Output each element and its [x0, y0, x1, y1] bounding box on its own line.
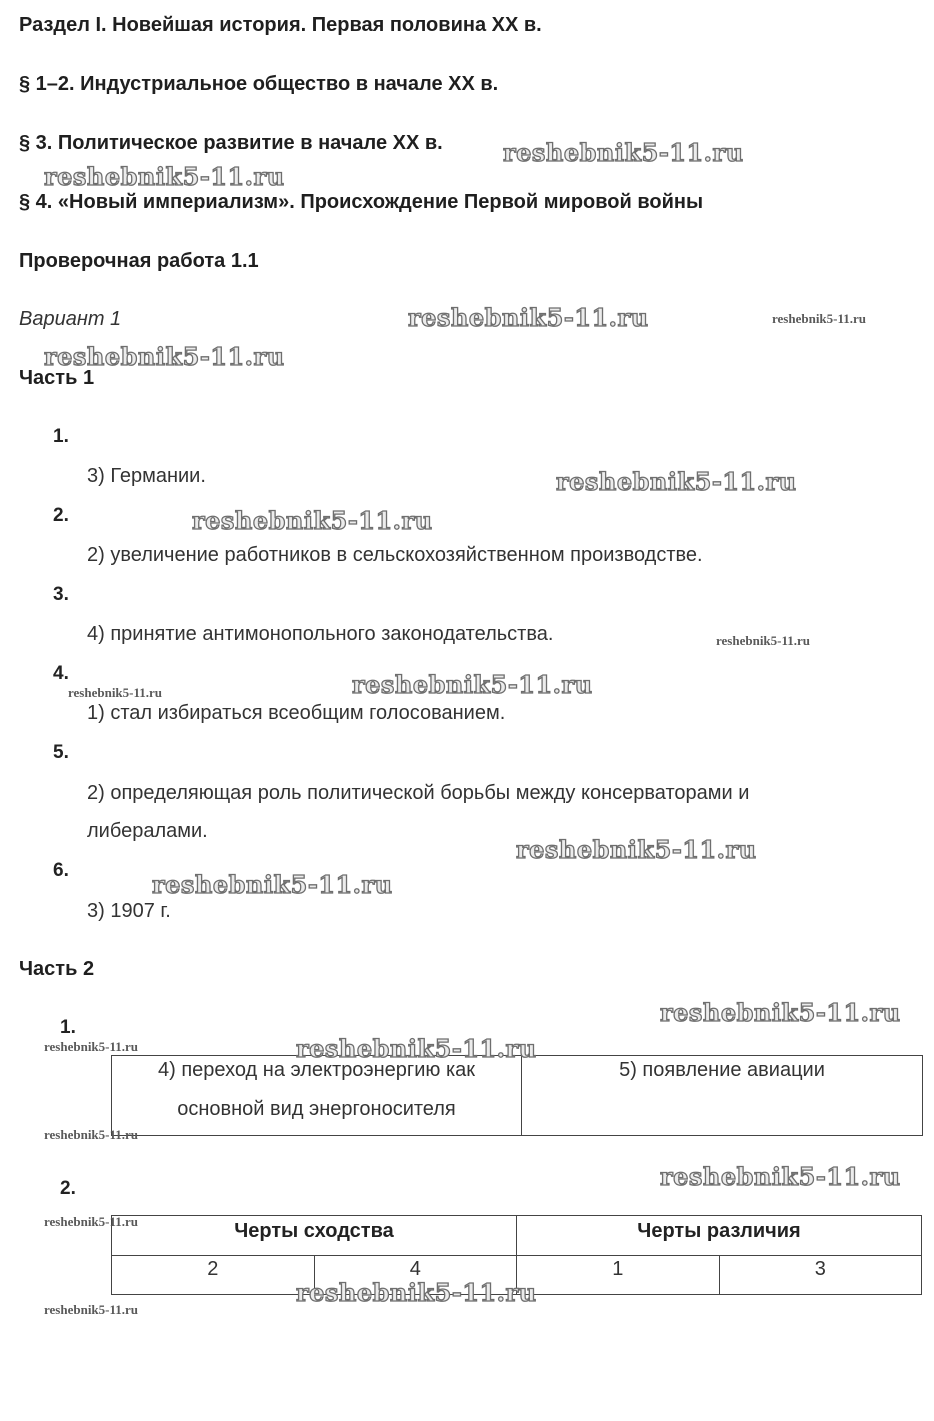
cell-line: основной вид энергоносителя [177, 1098, 456, 1120]
answer-text: 3) 1907 г. [87, 900, 171, 922]
watermark: reshebnik5-11.ru [556, 467, 797, 496]
table-cell [522, 1056, 923, 1136]
watermark: reshebnik5-11.ru [296, 1034, 537, 1063]
question-number: 6. [53, 860, 69, 881]
cell-line: 4) переход на электроэнергию как [157, 1059, 476, 1081]
answer-text: 2) определяющая роль политической борьбы между консерваторами и [87, 782, 750, 804]
answer-text: 2) увеличение работников в сельскохозяйственном производстве. [87, 544, 703, 566]
watermark: reshebnik5-11.ru [44, 1039, 139, 1054]
test-heading: Проверочная работа 1.1 [19, 250, 259, 272]
watermark: reshebnik5-11.ru [44, 1302, 139, 1317]
table-cell: 4 [314, 1256, 517, 1295]
watermark: reshebnik5-11.ru [44, 1127, 139, 1142]
watermark: reshebnik5-11.ru [772, 311, 867, 326]
question-number: 2. [53, 505, 69, 526]
question-number: 5. [53, 742, 69, 763]
question-number: 2. [60, 1178, 76, 1199]
watermark: reshebnik5-11.ru [44, 342, 285, 371]
watermark: reshebnik5-11.ru [44, 162, 285, 191]
watermark: reshebnik5-11.ru [660, 998, 901, 1027]
paragraph-heading-1-2: § 1–2. Индустриальное общество в начале XX в. [19, 73, 499, 95]
watermark: reshebnik5-11.ru [44, 1214, 139, 1229]
watermark: reshebnik5-11.ru [296, 1278, 537, 1307]
variant-label: Вариант 1 [19, 308, 122, 330]
table-header-different: Черты различия [517, 1216, 922, 1256]
question-number: 1. [53, 426, 69, 447]
answer-table-1 [111, 1055, 923, 1136]
watermark: reshebnik5-11.ru [516, 835, 757, 864]
answer-text: 3) Германии. [87, 465, 206, 487]
table-cell: 3 [719, 1256, 922, 1295]
watermark: reshebnik5-11.ru [503, 138, 744, 167]
cell-line: 5) появление авиации [619, 1059, 825, 1081]
watermark: reshebnik5-11.ru [152, 870, 393, 899]
part2-heading: Часть 2 [19, 958, 95, 980]
table-cell [112, 1056, 522, 1136]
watermark: reshebnik5-11.ru [352, 670, 593, 699]
question-number: 4. [53, 663, 69, 684]
answer-text: 1) стал избираться всеобщим голосованием. [87, 702, 506, 724]
paragraph-heading-4: § 4. «Новый империализм». Происхождение Первой мировой войны [19, 191, 704, 213]
watermark: reshebnik5-11.ru [716, 633, 811, 648]
table-cell: 2 [112, 1256, 315, 1295]
part1-heading: Часть 1 [19, 367, 95, 389]
question-number: 3. [53, 584, 69, 605]
paragraph-heading-3: § 3. Политическое развитие в начале XX в. [19, 132, 443, 154]
watermark: reshebnik5-11.ru [660, 1162, 901, 1191]
question-number: 1. [60, 1017, 76, 1038]
watermark: reshebnik5-11.ru [68, 685, 163, 700]
answer-text: либералами. [87, 820, 208, 842]
section-heading: Раздел I. Новейшая история. Первая половина XX в. [19, 14, 542, 36]
table-cell: 1 [517, 1256, 720, 1295]
watermark: reshebnik5-11.ru [408, 303, 649, 332]
table-header-similar: Черты сходства [112, 1216, 517, 1256]
watermark: reshebnik5-11.ru [192, 506, 433, 535]
answer-text: 4) принятие антимонопольного законодательства. [87, 623, 554, 645]
